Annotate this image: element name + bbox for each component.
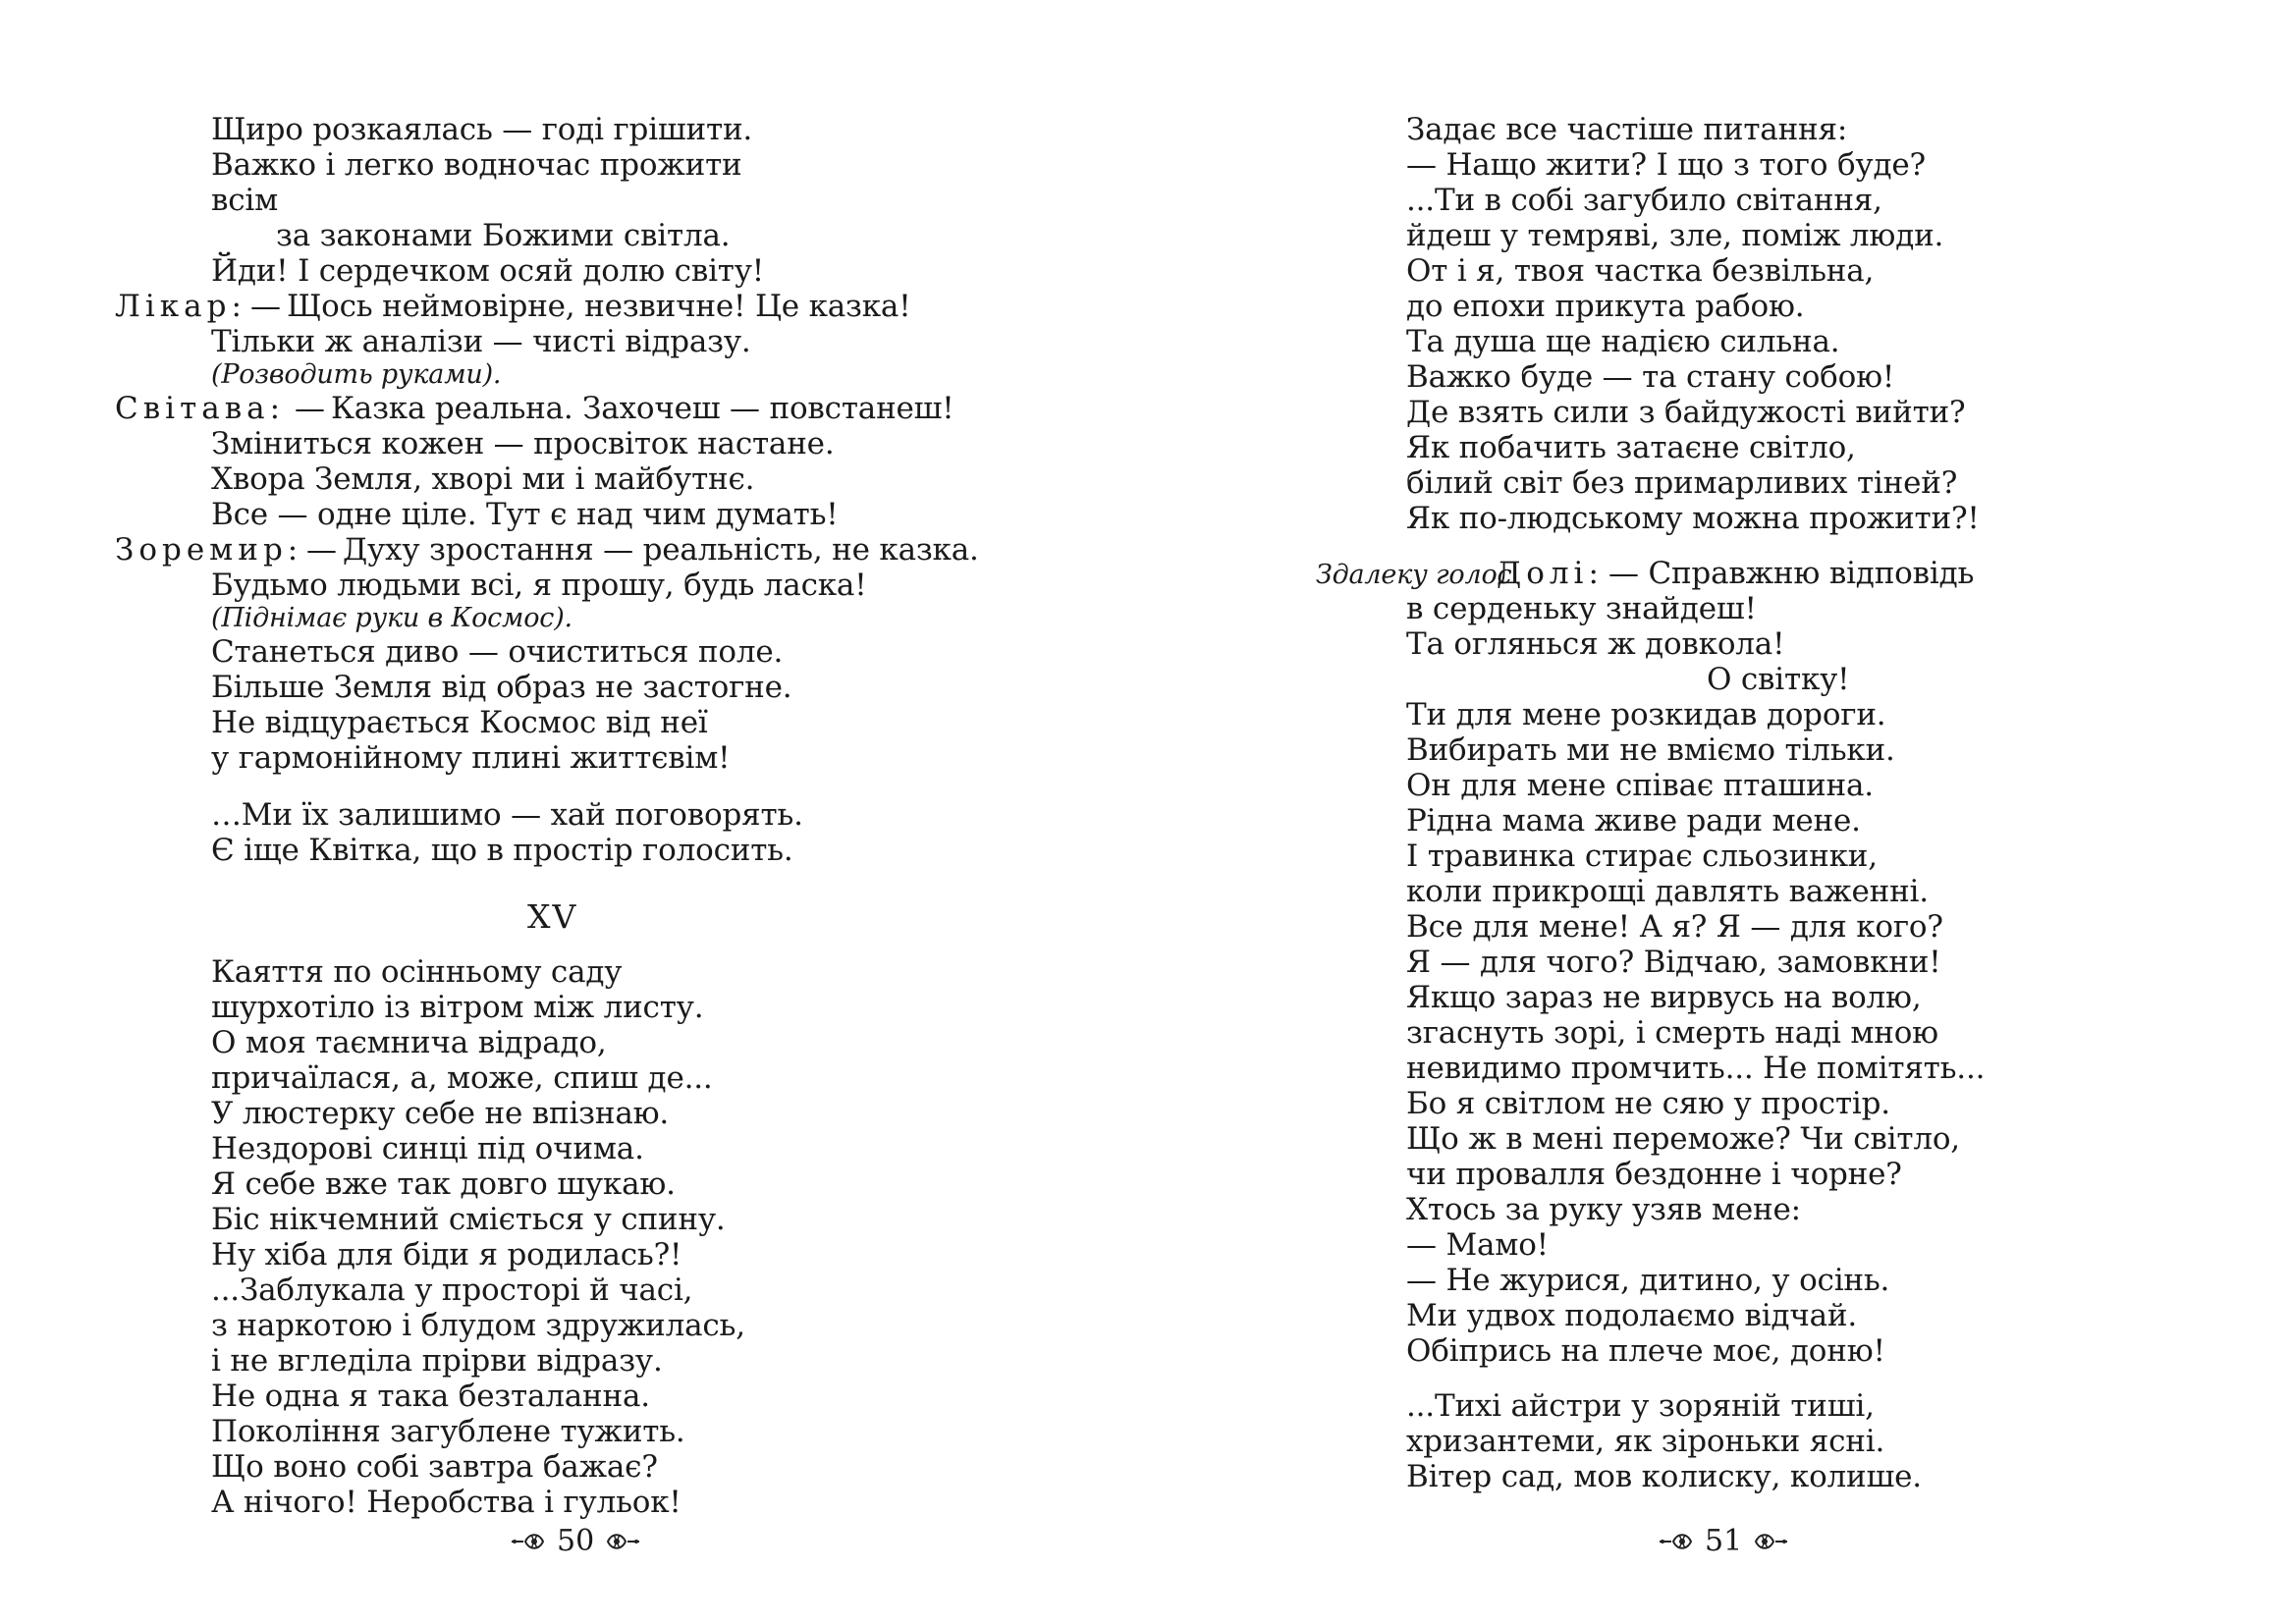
verse-line: Я — для чого? Відчаю, замовкни! [1406,945,1941,980]
verse-line: Та оглянься ж довкола! [1406,626,1785,662]
verse-line: Біс нікчемний сміється у спину. [211,1202,726,1237]
verse-line: Якщо зараз не вирвусь на волю, [1406,980,1922,1015]
verse-line: Що воно собі завтра бажає? [211,1449,658,1485]
verse-line: — Справжню відповідь [1608,556,1975,591]
verse-line: Вибирать ми не вміємо тільки. [1406,732,1895,768]
verse-line: У люстерку себе не впізнаю. [211,1096,670,1131]
verse-line: Щось неймовірне, незвичне! Це казка! [287,289,911,324]
verse-line: Та душа ще надією сильна. [1406,324,1840,359]
floral-ornament-icon [604,1531,641,1552]
verse-line: Станеться диво — очиститься поле. [211,634,784,670]
verse-line: згаснуть зорі, і смерть наді мною [1406,1015,1938,1051]
verse-line: — Не журися, дитино, у осінь. [1406,1263,1890,1298]
section-heading: XV [527,897,578,936]
verse-line: Не відцурається Космос від неї [211,705,708,740]
verse-line: О моя таємнича відрадо, [211,1025,607,1060]
verse-line: ...Заблукала у просторі й часі, [211,1272,693,1308]
verse-line: І травинка стирає сльозинки, [1406,839,1878,874]
right-page [1145,0,2289,1624]
verse-line: Духу зростання — реальність, не казка. [343,532,979,568]
verse-line: — Нащо жити? І що з того буде? [1406,147,1926,183]
verse-line: Важко і легко водночас прожити [211,147,742,183]
verse-line: причаїлася, а, може, спиш де... [211,1060,713,1096]
verse-line: Зміниться кожен — просвіток настане. [211,426,835,461]
verse-line: Тільки ж аналізи — чисті відразу. [211,324,751,359]
page-number: 50 [557,1524,595,1558]
verse-line: шурхотіло із вітром між листу. [211,990,704,1025]
verse-line: Не одна я така безталанна. [211,1379,650,1414]
verse-line: Нездорові синці під очима. [211,1131,644,1166]
verse-line: Є іще Квітка, що в простір голосить. [211,833,793,868]
verse-line: коли прикрощі давлять важенні. [1406,874,1929,909]
verse-line: Як по-людському можна прожити?! [1406,501,1980,536]
verse-line: до епохи прикута рабою. [1406,289,1805,324]
verse-line: Обіпрись на плече моє, доню! [1406,1333,1885,1369]
verse-line: …Ми їх залишимо — хай поговорять. [211,797,803,833]
verse-line: Все — одне ціле. Тут є над чим думать! [211,497,839,532]
verse-line: ...Ти в собі загубило світання, [1406,183,1882,218]
verse-line: Хвора Земля, хворі ми і майбутнє. [211,461,755,497]
verse-line: Більше Земля від образ не застогне. [211,670,792,705]
verse-line: в серденьку знайдеш! [1406,591,1757,626]
verse-line: Задає все частіше питання: [1406,112,1848,147]
verse-line: От і я, твоя частка безвільна, [1406,253,1875,289]
speaker-name: Зоремир: [115,532,303,568]
dialogue-dash: — [295,391,325,426]
dialogue-dash: — [306,532,337,568]
floral-ornament-icon [510,1531,547,1552]
floral-ornament-icon [1752,1531,1789,1552]
verse-line: Важко буде — та стану собою! [1406,359,1895,395]
verse-line: Все для мене! А я? Я — для кого? [1406,909,1943,945]
verse-line: Казка реальна. Захочеш — повстанеш! [331,391,954,426]
speaker-name: Лікар: [115,289,246,324]
verse-line: і не вгледіла прірви відразу. [211,1343,663,1379]
verse-line: Каяття по осінньому саду [211,954,623,990]
verse-line: Де взять сили з байдужості вийти? [1406,395,1966,430]
verse-line: за законами Божими світла. [276,218,731,253]
speaker-name: Світава: [115,391,286,426]
verse-line: Он для мене співає пташина. [1406,768,1874,803]
stage-direction: (Розводить руками). [211,359,502,390]
verse-line: Щиро розкаялась — годі грішити. [211,112,753,147]
stage-direction: (Піднімає руки в Космос). [211,603,572,633]
verse-line: йдеш у темряві, зле, поміж люди. [1406,218,1944,253]
verse-line: О світку! [1707,662,1850,697]
page-number: 51 [1705,1524,1743,1558]
left-page [0,0,1144,1624]
verse-line: Ми удвох подолаємо відчай. [1406,1298,1858,1333]
verse-line: Ну хіба для біди я родилась?! [211,1237,682,1272]
verse-line: Вітер сад, мов колиску, колише. [1406,1459,1922,1494]
verse-line: ...Тихі айстри у зоряній тиші, [1406,1388,1875,1424]
verse-line: А нічого! Неробства і гульок! [211,1485,681,1520]
verse-line: Як побачить затаєне світло, [1406,430,1856,465]
verse-line: білий світ без примарливих тіней? [1406,465,1958,501]
speaker-name: Долі: [1497,556,1604,591]
stage-direction: Здалеку голос [1316,560,1512,590]
dialogue-dash: — [250,289,281,324]
verse-line: Що ж в мені переможе? Чи світло, [1406,1121,1960,1157]
floral-ornament-icon [1658,1531,1695,1552]
verse-line: Покоління загублене тужить. [211,1414,685,1449]
verse-line: хризантеми, як зіроньки ясні. [1406,1424,1885,1459]
verse-line: Я себе вже так довго шукаю. [211,1166,676,1202]
verse-line: Бо я світлом не сяю у простір. [1406,1086,1890,1121]
verse-line: невидимо промчить... Не помітять... [1406,1051,1986,1086]
verse-line: всім [211,183,279,218]
page-number-footer [510,1524,641,1558]
verse-line: у гармонійному плині життєвім! [211,740,731,776]
page-number-footer [1658,1524,1789,1558]
verse-line: Ти для мене розкидав дороги. [1406,697,1886,732]
verse-line: Хтось за руку узяв мене: [1406,1192,1801,1227]
verse-line: Будьмо людьми всі, я прошу, будь ласка! [211,568,867,603]
verse-line: Йди! І сердечком осяй долю світу! [211,253,765,289]
verse-line: чи провалля бездонне і чорне? [1406,1157,1902,1192]
verse-line: з наркотою і блудом здружилась, [211,1308,745,1343]
verse-line: — Мамо! [1406,1227,1549,1263]
verse-line: Рідна мама живе ради мене. [1406,803,1861,839]
